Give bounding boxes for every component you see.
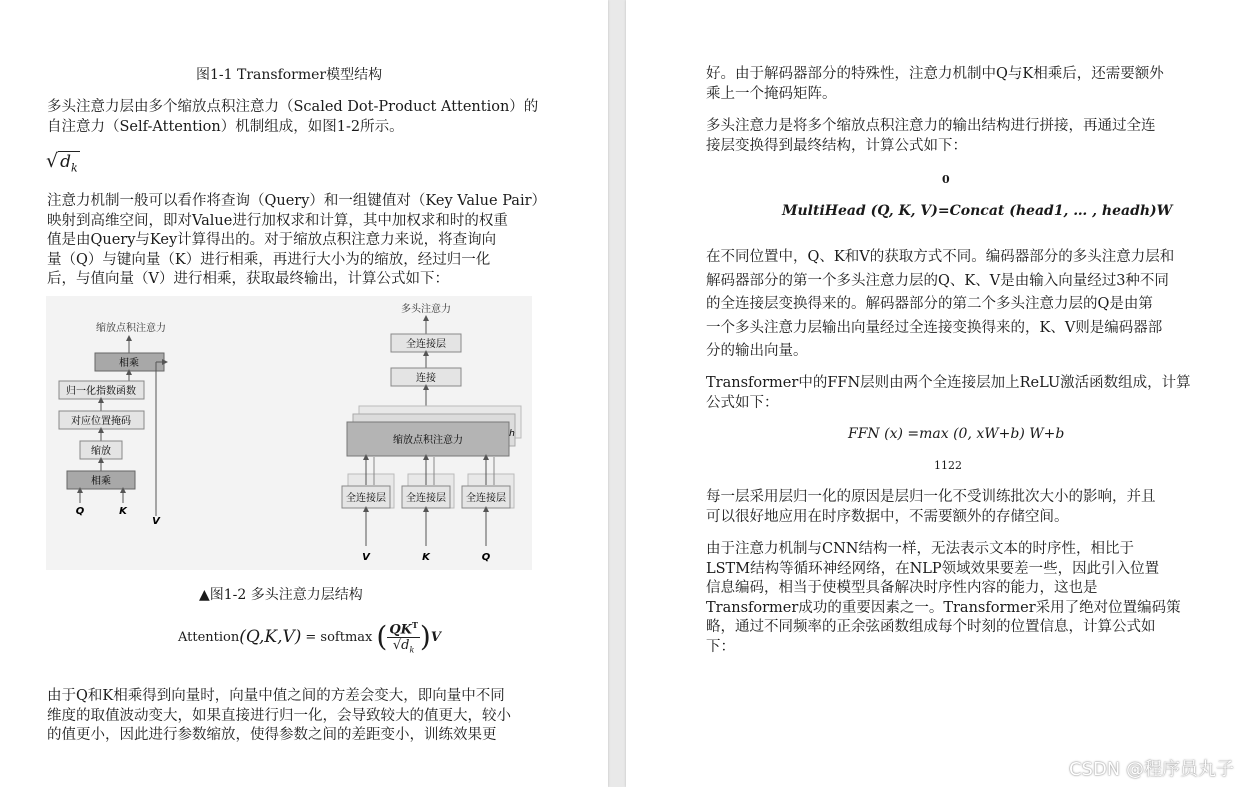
text-line: 信息编码，相当于使模型具备解决时序性内容的能力，这也是 [706, 580, 1098, 596]
sdpa-title: 缩放点积注意力 [96, 323, 166, 334]
text-line: 下： [706, 638, 735, 655]
text-line: 好。由于解码器部分的特殊性，注意力机制中Q与K相乘后，还需要额外 [706, 66, 1164, 82]
text-line: 每一层采用层归一化的原因是层归一化不受训练批次大小的影响，并且 [706, 489, 1156, 505]
figure2-caption: ▲图1-2 多头注意力层结构 [199, 587, 363, 603]
box-label: 相乘 [119, 358, 139, 369]
formula-eq: = softmax [305, 629, 373, 645]
text-line: 由于注意力机制与CNN结构一样，无法表示文本的时序性，相比于 [706, 541, 1134, 557]
label-1122: 1122 [934, 459, 962, 472]
multihead-formula: MultiHead (Q, K, V)=Concat (head1, … , headh)W [782, 203, 1173, 219]
text-line: 映射到高维空间，即对Value进行加权求和计算，其中加权求和时的权重 [47, 212, 508, 229]
figure1-caption: 图1-1 Transformer模型结构 [196, 67, 383, 83]
text-line: 略，通过不同频率的正余弦函数组成每个时刻的位置信息，计算公式如 [706, 619, 1156, 635]
box-label: 全连接层 [466, 493, 506, 504]
text-line: 后，与值向量（V）进行相乘，获取最终输出，计算公式如下： [47, 271, 449, 287]
text-line: 一个多头注意力层输出向量经过全连接变换得来的，K、V则是编码器部 [706, 319, 1163, 336]
text-line: Transformer中的FFN层则由两个全连接层加上ReLU激活函数组成，计算 [706, 375, 1191, 391]
paragraph-decoder-mask [706, 65, 1164, 104]
box-label: 全连接层 [406, 339, 446, 350]
input-q-label: Q [75, 506, 85, 517]
text-line: 值是由Query与Key计算得出的。对于缩放点积注意力来说，将查询向 [47, 232, 497, 248]
formula-fraction: $QK^T$ $√d_k$ [389, 620, 418, 655]
paragraph-attention [47, 192, 546, 290]
box-label: 连接 [416, 373, 436, 384]
input-k-label: K [119, 506, 127, 517]
formula-args: (Q,K,V) [239, 627, 302, 648]
heads-mark: h [509, 429, 515, 439]
paragraph-multihead [706, 117, 1156, 156]
right-page [626, 0, 1242, 787]
box-label: 对应位置掩码 [71, 416, 131, 427]
csdn-watermark: CSDN @程序员丸子 [1068, 759, 1234, 780]
box-label: 缩放点积注意力 [393, 435, 463, 446]
text-line: 量（Q）与键向量（K）进行相乘，再进行大小为的缩放，经过归一化 [47, 251, 491, 268]
text-line: LSTM结构等循环神经网络，在NLP领域效果要差一些，因此引入位置 [706, 560, 1160, 577]
ffn-formula: FFN (x) =max (0, xW+b) W+b [848, 426, 1065, 442]
label-zero: 0 [942, 173, 950, 186]
text-line: 公式如下： [706, 394, 779, 411]
mha-title: 多头注意力 [401, 304, 451, 315]
box-label: 全连接层 [346, 493, 386, 504]
text-line: 分的输出向量。 [706, 343, 808, 359]
text-line: 注意力机制一般可以看作将查询（Query）和一组键值对（Key Value Pair） [47, 193, 547, 209]
text-line: 多头注意力是将多个缩放点积注意力的输出结构进行拼接，再通过全连 [706, 118, 1156, 134]
text-line: 维度的取值波动变大，如果直接进行归一化，会导致较大的值更大，较小 [47, 707, 511, 724]
text-line: 多头注意力层由多个缩放点积注意力（Scaled Dot-Product Attention）的 [47, 99, 539, 115]
paragraph-position [706, 540, 1181, 657]
box-label: 相乘 [91, 476, 111, 487]
mha-input-q: Q [481, 552, 491, 563]
text-line: 的值更小，因此进行参数缩放，使得参数之间的差距变小，训练效果更 [47, 727, 497, 743]
sqrt-dk-symbol: √ $d_k$ [46, 150, 78, 175]
text-line: 可以很好地应用在时序数据中，不需要额外的存储空间。 [706, 508, 1069, 525]
mha-input-v: V [362, 552, 370, 563]
text-line: 解码器部分的第一个多头注意力层的Q、K、V是由输入向量经过3种不同 [706, 272, 1169, 289]
formula-lhs: Attention [178, 629, 240, 645]
attention-formula: Attention (Q,K,V) = softmax ( $QK^T$ $√d_k$ ) V [178, 620, 441, 655]
text-line: 由于Q和K相乘得到向量时，向量中值之间的方差会变大，即向量中不同 [47, 688, 505, 704]
paragraph-layernorm [706, 488, 1156, 527]
text-line: Transformer成功的重要因素之一。Transformer采用了绝对位置编码策 [706, 599, 1181, 616]
text-line: 接层变换得到最终结构，计算公式如下： [706, 137, 967, 154]
paragraph-qkv [706, 246, 1174, 364]
formula-tail: V [430, 629, 441, 645]
text-line: 的全连接层变换得来的。解码器部分的第二个多头注意力层的Q是由第 [706, 296, 1153, 312]
mha-input-k: K [422, 552, 430, 563]
text-line: 乘上一个掩码矩阵。 [706, 85, 837, 102]
paragraph-intro [47, 98, 538, 137]
box-label: 缩放 [91, 446, 111, 457]
text-line: 在不同位置中，Q、K和V的获取方式不同。编码器部分的多头注意力层和 [706, 249, 1175, 265]
box-label: 全连接层 [406, 493, 446, 504]
paragraph-ffn [706, 374, 1191, 413]
left-page [0, 0, 608, 787]
paragraph-variance [47, 687, 511, 746]
text-line: 自注意力（Self-Attention）机制组成，如图1-2所示。 [47, 118, 404, 135]
multihead-attention-diagram [46, 296, 532, 570]
input-v-label: V [152, 516, 160, 527]
box-label: 归一化指数函数 [66, 386, 136, 397]
